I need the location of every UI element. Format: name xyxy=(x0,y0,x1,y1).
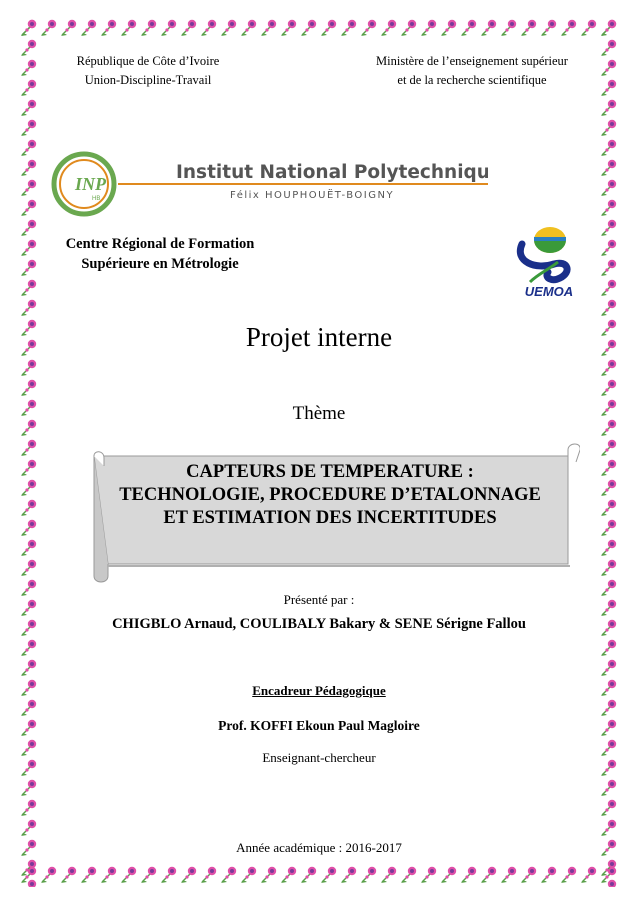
theme-text xyxy=(104,461,556,530)
theme-label: Thème xyxy=(292,403,346,424)
theme-line3: ET ESTIMATION DES INCERTITUDES xyxy=(163,508,497,528)
uemoa-label: UEMOA xyxy=(524,284,574,299)
supervisor-name: Prof. KOFFI Ekoun Paul Magloire xyxy=(218,718,420,733)
theme-line1: CAPTEURS DE TEMPERATURE : xyxy=(186,462,474,482)
flower-icon xyxy=(18,865,620,887)
presented-by-label: Présenté par : xyxy=(283,592,355,607)
ministry-line2: et de la recherche scientifique xyxy=(397,73,547,87)
header-right xyxy=(352,52,592,90)
authors: CHIGBLO Arnaud, COULIBALY Bakary & SENE Sérigne Fallou xyxy=(112,616,526,632)
supervisor-label: Encadreur Pédagogique xyxy=(252,683,386,698)
border-top xyxy=(18,18,620,40)
flower-icon xyxy=(18,18,620,40)
uemoa-logo xyxy=(508,218,590,300)
academic-year: Année académique : 2016-2017 xyxy=(236,840,402,855)
supervisor-role: Enseignant-chercheur xyxy=(262,750,376,765)
republic-motto: Union-Discipline-Travail xyxy=(84,73,212,87)
inp-name: Institut National Polytechnique xyxy=(176,162,488,183)
uemoa-emblem-icon xyxy=(520,227,567,282)
centre-line2: Supérieure en Métrologie xyxy=(81,256,239,272)
ministry-line1: Ministère de l’enseignement supérieur xyxy=(376,54,568,68)
centre-title xyxy=(50,234,270,274)
inp-logo xyxy=(48,148,488,220)
project-title: Projet interne xyxy=(245,322,393,352)
republic-name: République de Côte d’Ivoire xyxy=(76,54,220,68)
inp-emblem-small: HB xyxy=(92,196,101,202)
theme-line2: TECHNOLOGIE, PROCEDURE D’ETALONNAGE xyxy=(119,485,541,505)
header-left xyxy=(48,52,248,90)
centre-line1: Centre Régional de Formation xyxy=(65,236,255,252)
inp-subtitle: Félix HOUPHOUËT-BOIGNY xyxy=(230,190,395,201)
border-bottom xyxy=(18,865,620,887)
inp-emblem-text: INP xyxy=(75,174,106,194)
inp-emblem-icon xyxy=(54,154,114,214)
